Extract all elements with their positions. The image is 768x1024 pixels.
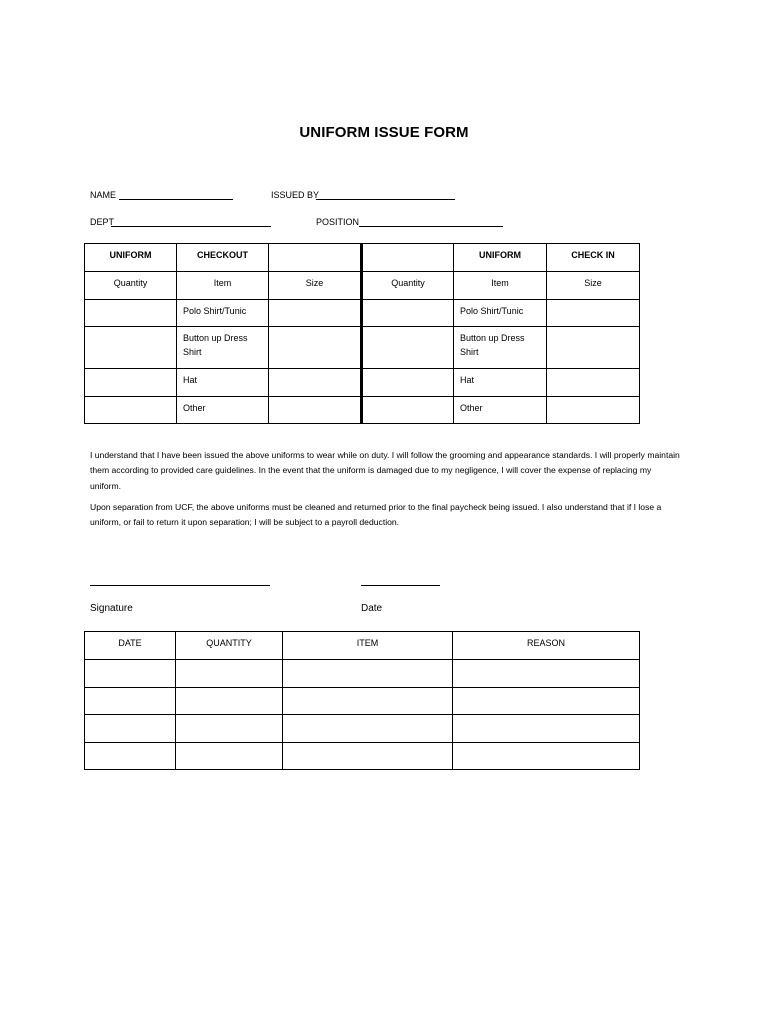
table-row — [85, 660, 640, 688]
form-title: UNIFORM ISSUE FORM — [299, 124, 469, 141]
header-checkout: CHECKOUT — [177, 244, 269, 272]
size-cell[interactable] — [547, 369, 640, 397]
acknowledgement-paragraph: I understand that I have been issued the above uniforms to wear while on duty. I will follow the grooming and appearance standards. I will properly maintain them according to provided care guidelines. In the event that the uniform is damaged due to my negligence, I will cover the expense of replacing my uniform. — [90, 450, 680, 491]
size-cell[interactable] — [547, 327, 640, 369]
signature-line[interactable] — [90, 585, 270, 586]
item-cell: Button up Dress Shirt — [454, 327, 547, 369]
subheader-item: Item — [177, 272, 269, 300]
item-cell: Polo Shirt/Tunic — [177, 300, 269, 327]
position-label: POSITION — [316, 217, 360, 227]
table-row — [85, 688, 640, 715]
size-cell[interactable] — [547, 300, 640, 327]
item-cell: Polo Shirt/Tunic — [454, 300, 547, 327]
date-cell[interactable] — [85, 660, 176, 688]
size-cell[interactable] — [269, 300, 362, 327]
issued-by-field[interactable] — [316, 199, 455, 200]
table-row — [85, 327, 640, 369]
quantity-cell[interactable] — [85, 327, 177, 369]
reason-cell[interactable] — [453, 715, 640, 743]
item-cell[interactable] — [283, 715, 453, 743]
item-cell[interactable] — [283, 688, 453, 715]
item-cell[interactable] — [283, 660, 453, 688]
uniform-checkout-table — [84, 243, 640, 424]
item-cell: Button up Dress Shirt — [177, 327, 269, 369]
header-blank-1 — [269, 244, 362, 272]
date-line[interactable] — [361, 585, 440, 586]
header-uniform-left: UNIFORM — [85, 244, 177, 272]
issued-by-label: ISSUED BY — [271, 190, 320, 200]
log-header-quantity: QUANTITY — [176, 632, 283, 660]
date-cell[interactable] — [85, 715, 176, 743]
log-header-item: ITEM — [283, 632, 453, 660]
signature-label: Signature — [90, 603, 133, 614]
subheader-quantity: Quantity — [85, 272, 177, 300]
log-header-date: DATE — [85, 632, 176, 660]
quantity-cell[interactable] — [362, 397, 454, 424]
quantity-cell[interactable] — [176, 715, 283, 743]
item-cell[interactable] — [283, 743, 453, 770]
quantity-cell[interactable] — [176, 743, 283, 770]
separation-paragraph: Upon separation from UCF, the above uniforms must be cleaned and returned prior to the final paycheck being issued. I also understand that if I lose a uniform, or fail to return it upon separation; I will be subject to a payroll deduction. — [90, 502, 662, 528]
quantity-cell[interactable] — [362, 300, 454, 327]
item-cell: Other — [177, 397, 269, 424]
reason-cell[interactable] — [453, 660, 640, 688]
log-header-row — [85, 632, 640, 660]
item-cell: Other — [454, 397, 547, 424]
reason-cell[interactable] — [453, 688, 640, 715]
date-cell[interactable] — [85, 743, 176, 770]
header-uniform-right: UNIFORM — [454, 244, 547, 272]
header-blank-2 — [362, 244, 454, 272]
quantity-cell[interactable] — [362, 369, 454, 397]
subheader-size: Size — [269, 272, 362, 300]
table-subheader-row — [85, 272, 640, 300]
date-cell[interactable] — [85, 688, 176, 715]
dept-label: DEPT — [90, 217, 115, 227]
size-cell[interactable] — [547, 397, 640, 424]
table-row — [85, 397, 640, 424]
quantity-cell[interactable] — [176, 688, 283, 715]
subheader-quantity: Quantity — [362, 272, 454, 300]
table-row — [85, 300, 640, 327]
size-cell[interactable] — [269, 369, 362, 397]
log-header-reason: REASON — [453, 632, 640, 660]
name-label: NAME — [90, 190, 117, 200]
reason-cell[interactable] — [453, 743, 640, 770]
item-cell: Hat — [177, 369, 269, 397]
quantity-cell[interactable] — [85, 369, 177, 397]
size-cell[interactable] — [269, 327, 362, 369]
table-header-row — [85, 244, 640, 272]
name-field[interactable] — [119, 199, 233, 200]
table-row — [85, 369, 640, 397]
subheader-item: Item — [454, 272, 547, 300]
position-field[interactable] — [359, 226, 503, 227]
item-cell: Hat — [454, 369, 547, 397]
quantity-cell[interactable] — [362, 327, 454, 369]
table-row — [85, 743, 640, 770]
size-cell[interactable] — [269, 397, 362, 424]
quantity-cell[interactable] — [176, 660, 283, 688]
date-label: Date — [361, 603, 383, 614]
subheader-size: Size — [547, 272, 640, 300]
quantity-cell[interactable] — [85, 397, 177, 424]
uniform-log-table — [84, 631, 640, 770]
header-check-in: CHECK IN — [547, 244, 640, 272]
table-row — [85, 715, 640, 743]
dept-field[interactable] — [111, 226, 271, 227]
quantity-cell[interactable] — [85, 300, 177, 327]
